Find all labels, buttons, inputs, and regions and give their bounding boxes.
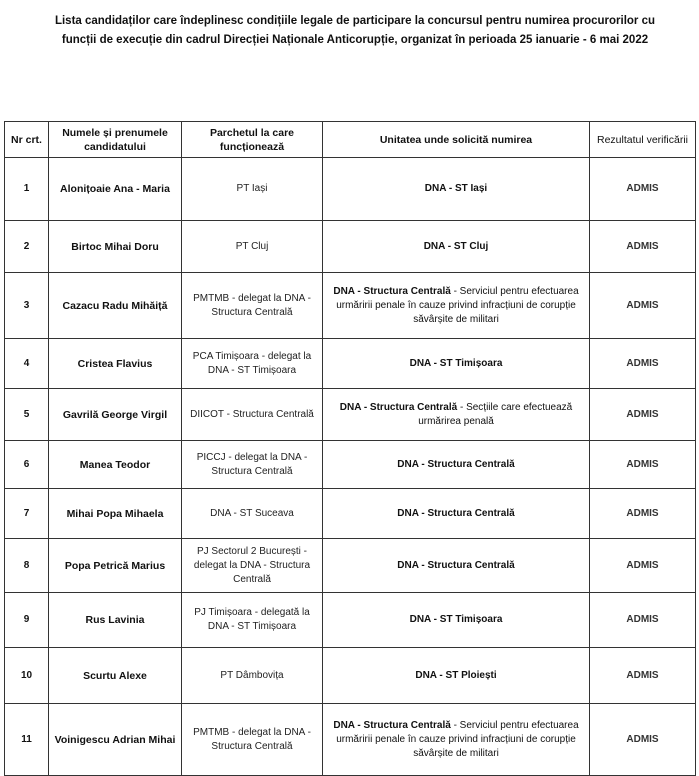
table-row — [5, 704, 696, 776]
verification-result: ADMIS — [590, 539, 696, 593]
row-number: 6 — [5, 441, 49, 489]
candidate-name: Gavrilă George Virgil — [49, 389, 182, 441]
table-row — [5, 339, 696, 389]
candidate-name: Popa Petrică Marius — [49, 539, 182, 593]
table-row — [5, 389, 696, 441]
unit-main: DNA - Structura Centrală — [333, 719, 451, 731]
requested-unit — [323, 389, 590, 441]
verification-result: ADMIS — [590, 489, 696, 539]
row-number: 4 — [5, 339, 49, 389]
table-row — [5, 441, 696, 489]
header-unit: Unitatea unde solicită numirea — [323, 122, 590, 158]
candidate-name: Manea Teodor — [49, 441, 182, 489]
table-row — [5, 539, 696, 593]
candidate-name: Voinigescu Adrian Mihai — [49, 704, 182, 776]
requested-unit — [323, 441, 590, 489]
candidates-table — [4, 121, 696, 776]
parchet-origin: PICCJ - delegat la DNA - Structura Centrală — [182, 441, 323, 489]
unit-main: DNA - Structura Centrală — [333, 285, 451, 297]
header-name: Numele și prenumele candidatului — [49, 122, 182, 158]
table-row — [5, 158, 696, 221]
unit-main: DNA - Structura Centrală — [397, 458, 515, 470]
row-number: 10 — [5, 648, 49, 704]
table-row — [5, 221, 696, 273]
unit-main: DNA - ST Timișoara — [409, 614, 503, 625]
row-number: 2 — [5, 221, 49, 273]
unit-main: DNA - Structura Centrală — [397, 559, 515, 571]
verification-result: ADMIS — [590, 593, 696, 648]
candidate-name: Cristea Flavius — [49, 339, 182, 389]
candidate-name: Cazacu Radu Mihăiță — [49, 273, 182, 339]
verification-result: ADMIS — [590, 441, 696, 489]
row-number: 9 — [5, 593, 49, 648]
table-row — [5, 273, 696, 339]
row-number: 1 — [5, 158, 49, 221]
table-row — [5, 593, 696, 648]
parchet-origin: PCA Timișoara - delegat la DNA - ST Timișoara — [182, 339, 323, 389]
header-result: Rezultatul verificării — [590, 122, 696, 158]
unit-main: DNA - ST Cluj — [423, 240, 489, 252]
parchet-origin: PJ Sectorul 2 București - delegat la DNA - Structura Centrală — [182, 539, 323, 593]
verification-result: ADMIS — [590, 273, 696, 339]
table-row — [5, 489, 696, 539]
unit-main: DNA - Structura Centrală — [397, 507, 515, 519]
candidate-name: Alonițoaie Ana - Maria — [49, 158, 182, 221]
document-title: Lista candidaților care îndeplinesc condițiile legale de participare la concursul pentru numirea procurorilor cu funcții de execuție din cadrul Direcției Naționale Anticorupție, organizat în perioada 25 ianuarie - 6 mai 2022 — [54, 15, 656, 46]
header-nr: Nr crt. — [5, 122, 49, 158]
candidate-name: Mihai Popa Mihaela — [49, 489, 182, 539]
table-header-row — [5, 122, 696, 158]
row-number: 5 — [5, 389, 49, 441]
unit-main: DNA - ST Ploiești — [415, 669, 497, 681]
requested-unit — [323, 158, 590, 221]
parchet-origin: PT Iași — [182, 158, 323, 221]
row-number: 3 — [5, 273, 49, 339]
candidate-name: Scurtu Alexe — [49, 648, 182, 704]
unit-main: DNA - ST Iași — [424, 183, 488, 194]
candidate-name: Rus Lavinia — [49, 593, 182, 648]
verification-result: ADMIS — [590, 221, 696, 273]
parchet-origin: DNA - ST Suceava — [182, 489, 323, 539]
row-number: 11 — [5, 704, 49, 776]
row-number: 8 — [5, 539, 49, 593]
requested-unit — [323, 539, 590, 593]
requested-unit — [323, 221, 590, 273]
parchet-origin: PT Dâmbovița — [182, 648, 323, 704]
requested-unit — [323, 339, 590, 389]
requested-unit — [323, 648, 590, 704]
candidate-name: Birtoc Mihai Doru — [49, 221, 182, 273]
requested-unit — [323, 489, 590, 539]
requested-unit — [323, 593, 590, 648]
verification-result: ADMIS — [590, 158, 696, 221]
row-number: 7 — [5, 489, 49, 539]
parchet-origin: PJ Timișoara - delegată la DNA - ST Timișoara — [182, 593, 323, 648]
unit-detail: - Secțiile care efectuează urmărirea penală — [418, 401, 573, 427]
parchet-origin: PT Cluj — [182, 221, 323, 273]
parchet-origin: PMTMB - delegat la DNA - Structura Centrală — [182, 704, 323, 776]
unit-main: DNA - ST Timișoara — [409, 357, 503, 369]
parchet-origin: PMTMB - delegat la DNA - Structura Centrală — [182, 273, 323, 339]
verification-result: ADMIS — [590, 339, 696, 389]
header-parchet: Parchetul la care funcționează — [182, 122, 323, 158]
verification-result: ADMIS — [590, 648, 696, 704]
table-row — [5, 648, 696, 704]
requested-unit — [323, 273, 590, 339]
verification-result: ADMIS — [590, 704, 696, 776]
verification-result: ADMIS — [590, 389, 696, 441]
requested-unit — [323, 704, 590, 776]
unit-detail: - Serviciul pentru efectuarea urmăririi penale în cauze privind infracțiuni de corupție săvârșite de militari — [336, 285, 579, 325]
parchet-origin: DIICOT - Structura Centrală — [182, 389, 323, 441]
unit-main: DNA - Structura Centrală — [339, 401, 458, 413]
unit-detail: - Serviciul pentru efectuarea urmăririi penale în cauze privind infracțiuni de corupție săvârșite de militari — [336, 719, 579, 759]
